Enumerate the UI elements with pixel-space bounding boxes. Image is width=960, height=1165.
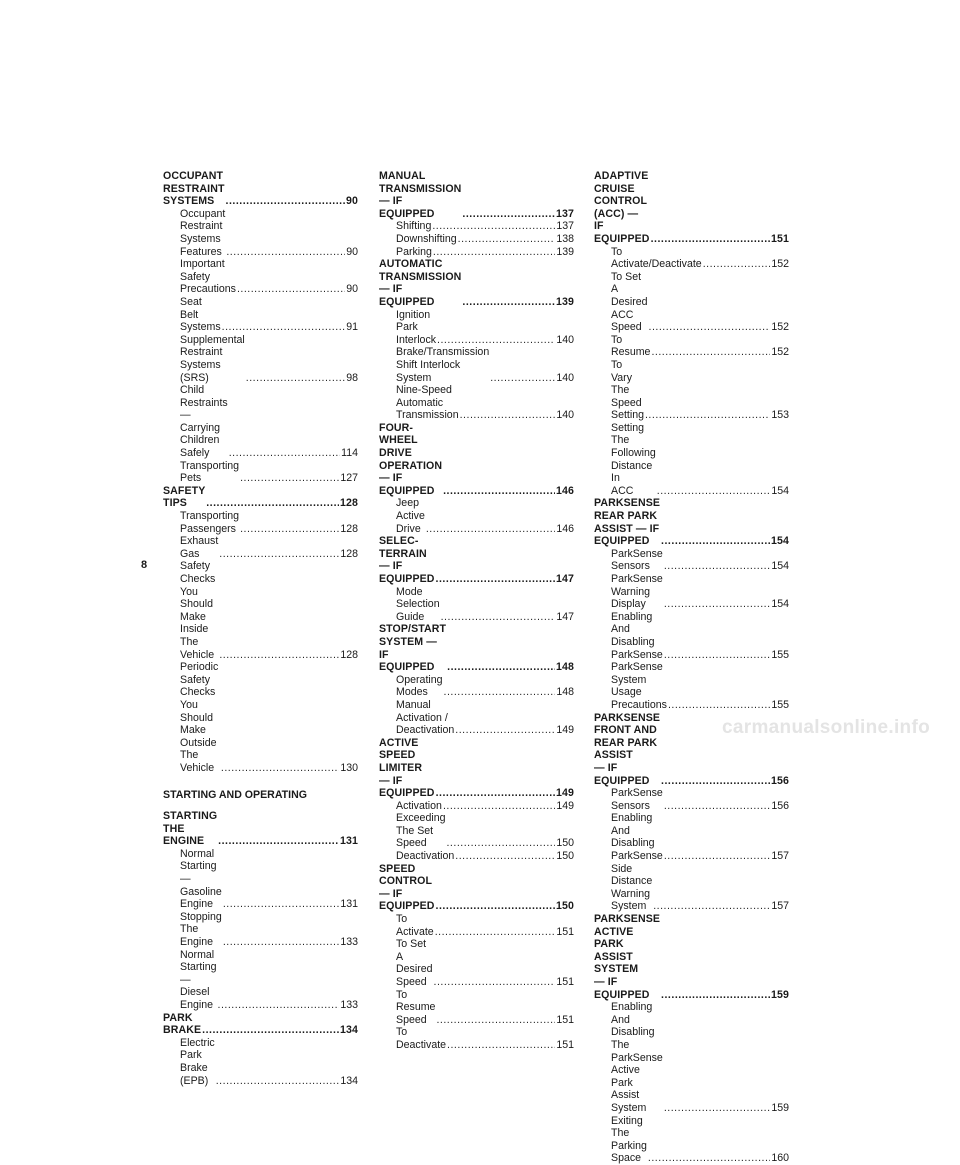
dot-leader xyxy=(651,346,770,359)
entry-page-number: 149 xyxy=(556,724,574,737)
dot-leader xyxy=(216,1075,340,1088)
toc-heading-entry[interactable] xyxy=(379,737,574,800)
entry-page-number: 128 xyxy=(340,648,358,661)
entry-page-number: 114 xyxy=(341,447,358,460)
entry-title: To Set A Desired Speed xyxy=(396,938,433,988)
toc-heading-entry[interactable] xyxy=(379,258,574,308)
toc-heading-entry[interactable] xyxy=(379,422,574,498)
toc-subentry[interactable] xyxy=(163,848,358,911)
dot-leader xyxy=(435,926,556,939)
entry-title: Enabling And Disabling ParkSense xyxy=(611,610,663,661)
dot-leader xyxy=(446,837,555,850)
entry-title: Exceeding The Set Speed xyxy=(396,812,446,850)
entry-page-number: 153 xyxy=(771,409,789,422)
toc-subentry[interactable] xyxy=(379,812,574,850)
entry-page-number: 127 xyxy=(340,472,358,485)
entry-page-number: 148 xyxy=(556,661,574,674)
entry-title: Enabling And Disabling The ParkSense Active Park Assist System xyxy=(611,1001,663,1114)
dot-leader xyxy=(447,1039,555,1052)
dot-leader xyxy=(651,233,770,246)
dot-leader xyxy=(202,1024,339,1037)
dot-leader xyxy=(460,409,556,422)
dot-leader xyxy=(664,800,770,813)
dot-leader xyxy=(490,372,555,385)
page-number: 8 xyxy=(141,559,148,571)
entry-title: Manual Activation / Deactivation xyxy=(396,698,455,737)
entry-page-number: 138 xyxy=(556,232,574,245)
toc-subentry[interactable] xyxy=(163,334,358,384)
toc-subentry[interactable] xyxy=(379,309,574,347)
entry-page-number: 154 xyxy=(771,484,789,497)
dot-leader xyxy=(447,661,555,674)
entry-title: ADAPTIVE CRUISE CONTROL (ACC) — IF EQUIPPED xyxy=(594,170,650,245)
entry-page-number: 134 xyxy=(340,1024,358,1037)
entry-page-number: 149 xyxy=(556,787,574,800)
entry-page-number: 149 xyxy=(556,799,574,812)
dot-leader xyxy=(661,535,770,548)
dot-leader xyxy=(664,1102,771,1115)
entry-title: To Set A Desired ACC Speed xyxy=(611,270,648,334)
dot-leader xyxy=(206,497,339,510)
entry-title: SPEED CONTROL — IF EQUIPPED xyxy=(379,862,435,913)
entry-page-number: 156 xyxy=(771,774,789,787)
toc-subentry[interactable] xyxy=(594,787,789,812)
entry-page-number: 152 xyxy=(771,258,789,271)
dot-leader xyxy=(458,233,556,246)
entry-page-number: 156 xyxy=(771,799,789,812)
section-heading: STARTING AND OPERATING xyxy=(163,788,307,801)
dot-leader xyxy=(436,1014,555,1027)
dot-leader xyxy=(240,523,339,536)
entry-title: Brake/Transmission Shift Interlock System xyxy=(396,346,490,384)
entry-title: Setting The Following Distance In ACC xyxy=(611,421,656,497)
toc-heading-entry[interactable] xyxy=(163,810,358,848)
entry-page-number: 150 xyxy=(556,837,574,850)
entry-page-number: 154 xyxy=(771,560,789,573)
dot-leader xyxy=(703,258,771,271)
dot-leader xyxy=(219,649,339,662)
entry-page-number: 90 xyxy=(346,195,358,208)
dot-leader xyxy=(432,220,555,233)
entry-page-number: 130 xyxy=(340,761,358,774)
dot-leader xyxy=(426,523,555,536)
dot-leader xyxy=(645,409,770,422)
dot-leader xyxy=(661,989,770,1002)
entry-title: Electric Park Brake (EPB) xyxy=(180,1036,215,1087)
entry-page-number: 151 xyxy=(556,1038,574,1051)
entry-page-number: 154 xyxy=(771,535,789,548)
entry-title: Exhaust Gas xyxy=(180,535,219,560)
toc-subentry[interactable] xyxy=(379,346,574,384)
entry-page-number: 159 xyxy=(771,988,789,1001)
entry-title: FOUR-WHEEL DRIVE OPERATION — IF EQUIPPED xyxy=(379,421,443,497)
entry-title: To Resume Speed xyxy=(396,988,436,1026)
entry-page-number: 140 xyxy=(556,409,574,422)
toc-heading-entry[interactable] xyxy=(163,1012,358,1037)
dot-leader xyxy=(221,762,339,775)
dot-leader xyxy=(664,649,770,662)
entry-title: Child Restraints — Carrying Children Safely xyxy=(180,384,228,460)
dot-leader xyxy=(219,548,339,561)
entry-title: Seat Belt Systems xyxy=(180,295,221,334)
entry-page-number: 152 xyxy=(771,346,789,359)
entry-title: Deactivation xyxy=(396,850,455,863)
dot-leader xyxy=(455,850,555,863)
dot-leader xyxy=(437,334,555,347)
toc-subentry[interactable] xyxy=(594,359,789,422)
toc-subentry[interactable] xyxy=(594,422,789,498)
entry-title: To Resume xyxy=(611,333,651,359)
dot-leader xyxy=(443,800,555,813)
dot-leader xyxy=(441,611,556,624)
toc-subentry[interactable] xyxy=(594,271,789,334)
entry-title: AUTOMATIC TRANSMISSION — IF EQUIPPED xyxy=(379,258,462,308)
entry-title: Normal Starting — Diesel Engine xyxy=(180,948,217,1011)
dot-leader xyxy=(462,208,555,221)
toc-column-2 xyxy=(379,170,574,1052)
toc-column-1 xyxy=(163,170,358,1087)
entry-page-number: 131 xyxy=(340,835,358,848)
entry-page-number: 133 xyxy=(340,936,358,949)
toc-heading-entry[interactable] xyxy=(379,535,574,585)
entry-page-number: 139 xyxy=(556,245,574,258)
entry-title: MANUAL TRANSMISSION — IF EQUIPPED xyxy=(379,170,462,220)
entry-page-number: 133 xyxy=(340,999,358,1011)
toc-subentry[interactable] xyxy=(594,661,789,711)
entry-page-number: 139 xyxy=(556,295,574,308)
toc-subentry[interactable] xyxy=(379,938,574,988)
entry-title: To Activate/Deactivate xyxy=(611,245,702,271)
entry-title: Transporting Pets xyxy=(180,459,240,485)
entry-title: Side Distance Warning System xyxy=(611,862,653,913)
entry-page-number: 98 xyxy=(346,371,358,384)
entry-page-number: 134 xyxy=(340,1074,358,1087)
toc-heading-entry[interactable] xyxy=(594,497,789,547)
entry-title: STOP/START SYSTEM — IF EQUIPPED xyxy=(379,623,447,674)
entry-page-number: 140 xyxy=(556,371,574,384)
toc-subentry[interactable] xyxy=(594,812,789,862)
dot-leader xyxy=(223,936,339,949)
toc-subentry[interactable] xyxy=(379,233,574,246)
toc-subentry[interactable] xyxy=(379,586,574,624)
toc-subentry[interactable] xyxy=(594,548,789,573)
dot-leader xyxy=(436,573,555,586)
entry-title: OCCUPANT RESTRAINT SYSTEMS xyxy=(163,170,225,208)
toc-subentry[interactable] xyxy=(594,863,789,913)
dot-leader xyxy=(664,850,770,863)
entry-title: To Deactivate xyxy=(396,1026,447,1051)
entry-title: Stopping The Engine xyxy=(180,910,222,949)
watermark: carmanualsonline.info xyxy=(722,717,930,738)
entry-title: Mode Selection Guide xyxy=(396,585,440,623)
entry-page-number: 131 xyxy=(340,898,358,911)
dot-leader xyxy=(653,900,770,913)
entry-page-number: 150 xyxy=(556,900,574,913)
entry-title: ParkSense Warning Display xyxy=(611,573,663,611)
dot-leader xyxy=(664,560,770,573)
entry-title: Periodic Safety Checks You Should Make Outside The Vehicle xyxy=(180,661,219,774)
dot-leader xyxy=(246,372,345,385)
entry-page-number: 160 xyxy=(771,1152,789,1165)
toc-subentry[interactable] xyxy=(379,1026,574,1051)
entry-title: ParkSense Sensors xyxy=(611,787,663,812)
dot-leader xyxy=(237,283,345,296)
entry-page-number: 147 xyxy=(556,573,574,585)
entry-title: Ignition Park Interlock xyxy=(396,308,437,346)
entry-page-number: 90 xyxy=(346,283,358,296)
entry-page-number: 151 xyxy=(556,976,574,988)
toc-subentry[interactable] xyxy=(379,800,574,813)
toc-subentry[interactable] xyxy=(594,1115,789,1165)
entry-page-number: 128 xyxy=(340,547,358,560)
entry-title: Operating Modes xyxy=(396,673,443,699)
entry-title: Supplemental Restraint Systems (SRS) xyxy=(180,333,245,384)
entry-title: STARTING THE ENGINE xyxy=(163,810,218,848)
dot-leader xyxy=(218,835,339,848)
dot-leader xyxy=(657,485,771,498)
dot-leader xyxy=(668,699,770,712)
entry-page-number: 155 xyxy=(771,698,789,711)
toc-subentry[interactable] xyxy=(163,296,358,334)
entry-title: Important Safety Precautions xyxy=(180,258,236,296)
toc-subentry[interactable] xyxy=(594,573,789,611)
toc-subentry[interactable] xyxy=(163,460,358,485)
entry-page-number: 128 xyxy=(340,497,358,510)
dot-leader xyxy=(648,1152,770,1165)
entry-title: To Activate xyxy=(396,913,434,938)
entry-title: Enabling And Disabling ParkSense xyxy=(611,812,663,863)
dot-leader xyxy=(218,999,340,1012)
toc-heading-entry[interactable] xyxy=(163,170,358,208)
entry-title: SAFETY TIPS xyxy=(163,484,206,510)
toc-heading-entry[interactable] xyxy=(594,913,789,1001)
toc-subentry[interactable] xyxy=(163,661,358,774)
toc-heading-entry[interactable] xyxy=(379,863,574,913)
entry-page-number: 137 xyxy=(556,220,574,233)
toc-subentry[interactable] xyxy=(163,560,358,661)
entry-title: ParkSense System Usage Precautions xyxy=(611,661,667,711)
dot-leader xyxy=(223,898,340,911)
toc-heading-entry[interactable] xyxy=(594,170,789,246)
toc-subentry[interactable] xyxy=(163,510,358,535)
toc-heading-entry[interactable] xyxy=(379,170,574,220)
entry-page-number: 151 xyxy=(771,232,789,245)
entry-page-number: 151 xyxy=(556,1013,574,1026)
toc-subentry[interactable] xyxy=(163,384,358,460)
toc-subentry[interactable] xyxy=(379,497,574,535)
toc-subentry[interactable] xyxy=(594,1001,789,1114)
entry-title: PARKSENSE REAR PARK ASSIST — IF EQUIPPED xyxy=(594,497,661,548)
entry-title: Normal Starting — Gasoline Engine xyxy=(180,847,222,911)
toc-subentry[interactable] xyxy=(163,208,358,258)
entry-title: Safety Checks You Should Make Inside The Vehicle xyxy=(180,560,216,661)
entry-page-number: 137 xyxy=(556,207,574,220)
toc-column-3 xyxy=(594,170,789,1165)
entry-title: Transporting Passengers xyxy=(180,510,240,535)
entry-page-number: 90 xyxy=(346,245,358,258)
entry-title: To Vary The Speed Setting xyxy=(611,358,644,422)
dot-leader xyxy=(462,296,555,309)
entry-title: ACTIVE SPEED LIMITER — IF EQUIPPED xyxy=(379,736,435,800)
entry-title: Occupant Restraint Systems Features xyxy=(180,207,226,258)
entry-title: SELEC-TERRAIN — IF EQUIPPED xyxy=(379,535,435,585)
entry-title: Parking xyxy=(396,245,432,258)
entry-page-number: 128 xyxy=(340,522,358,535)
entry-page-number: 147 xyxy=(556,610,574,623)
dot-leader xyxy=(664,598,770,611)
dot-leader xyxy=(444,686,556,699)
dot-leader xyxy=(661,775,770,788)
entry-title: PARKSENSE ACTIVE PARK ASSIST SYSTEM — IF EQUIPPED xyxy=(594,913,661,1001)
toc-subentry[interactable] xyxy=(379,246,574,259)
toc-subentry[interactable] xyxy=(379,674,574,699)
entry-page-number: 157 xyxy=(771,900,789,913)
toc-subentry[interactable] xyxy=(163,949,358,1012)
toc-subentry[interactable] xyxy=(163,258,358,296)
entry-title: Exiting The Parking Space xyxy=(611,1114,647,1165)
toc-subentry[interactable] xyxy=(163,535,358,560)
entry-title: Nine-Speed Automatic Transmission xyxy=(396,384,459,422)
entry-page-number: 146 xyxy=(556,522,574,535)
entry-title: Downshifting xyxy=(396,232,457,245)
dot-leader xyxy=(649,321,771,334)
entry-page-number: 150 xyxy=(556,850,574,863)
dot-leader xyxy=(434,976,556,989)
entry-page-number: 152 xyxy=(771,321,789,334)
entry-page-number: 151 xyxy=(556,925,574,938)
toc-subentry[interactable] xyxy=(379,989,574,1027)
dot-leader xyxy=(240,472,339,485)
dot-leader xyxy=(433,246,555,259)
dot-leader xyxy=(436,787,555,800)
dot-leader xyxy=(443,485,555,498)
toc-subentry[interactable] xyxy=(379,913,574,938)
entry-page-number: 91 xyxy=(346,321,358,334)
entry-title: PARK BRAKE xyxy=(163,1011,202,1037)
toc-subentry[interactable] xyxy=(594,334,789,359)
toc-heading-entry[interactable] xyxy=(379,623,574,673)
entry-title: ParkSense Sensors xyxy=(611,547,663,573)
entry-page-number: 146 xyxy=(556,484,574,497)
entry-title: PARKSENSE FRONT AND REAR PARK ASSIST — IF EQUIPPED xyxy=(594,711,661,787)
toc-subentry[interactable] xyxy=(379,220,574,233)
toc-heading-entry[interactable] xyxy=(163,485,358,510)
entry-page-number: 155 xyxy=(771,648,789,661)
dot-leader xyxy=(436,900,555,913)
entry-title: Jeep Active Drive xyxy=(396,497,425,535)
toc-subentry[interactable] xyxy=(379,850,574,863)
dot-leader xyxy=(226,246,345,259)
toc-subentry[interactable] xyxy=(163,1037,358,1087)
entry-page-number: 157 xyxy=(771,850,789,863)
toc-subentry[interactable] xyxy=(379,384,574,422)
entry-title: Activation xyxy=(396,799,442,812)
toc-subentry[interactable] xyxy=(163,911,358,949)
entry-page-number: 154 xyxy=(771,598,789,611)
entry-page-number: 140 xyxy=(556,333,574,346)
entry-title: Shifting xyxy=(396,220,432,233)
dot-leader xyxy=(229,447,340,460)
toc-subentry[interactable] xyxy=(594,611,789,661)
entry-page-number: 159 xyxy=(771,1101,789,1114)
dot-leader xyxy=(226,195,346,208)
toc-subentry[interactable] xyxy=(594,246,789,271)
dot-leader xyxy=(222,321,346,334)
entry-page-number: 148 xyxy=(556,686,574,699)
